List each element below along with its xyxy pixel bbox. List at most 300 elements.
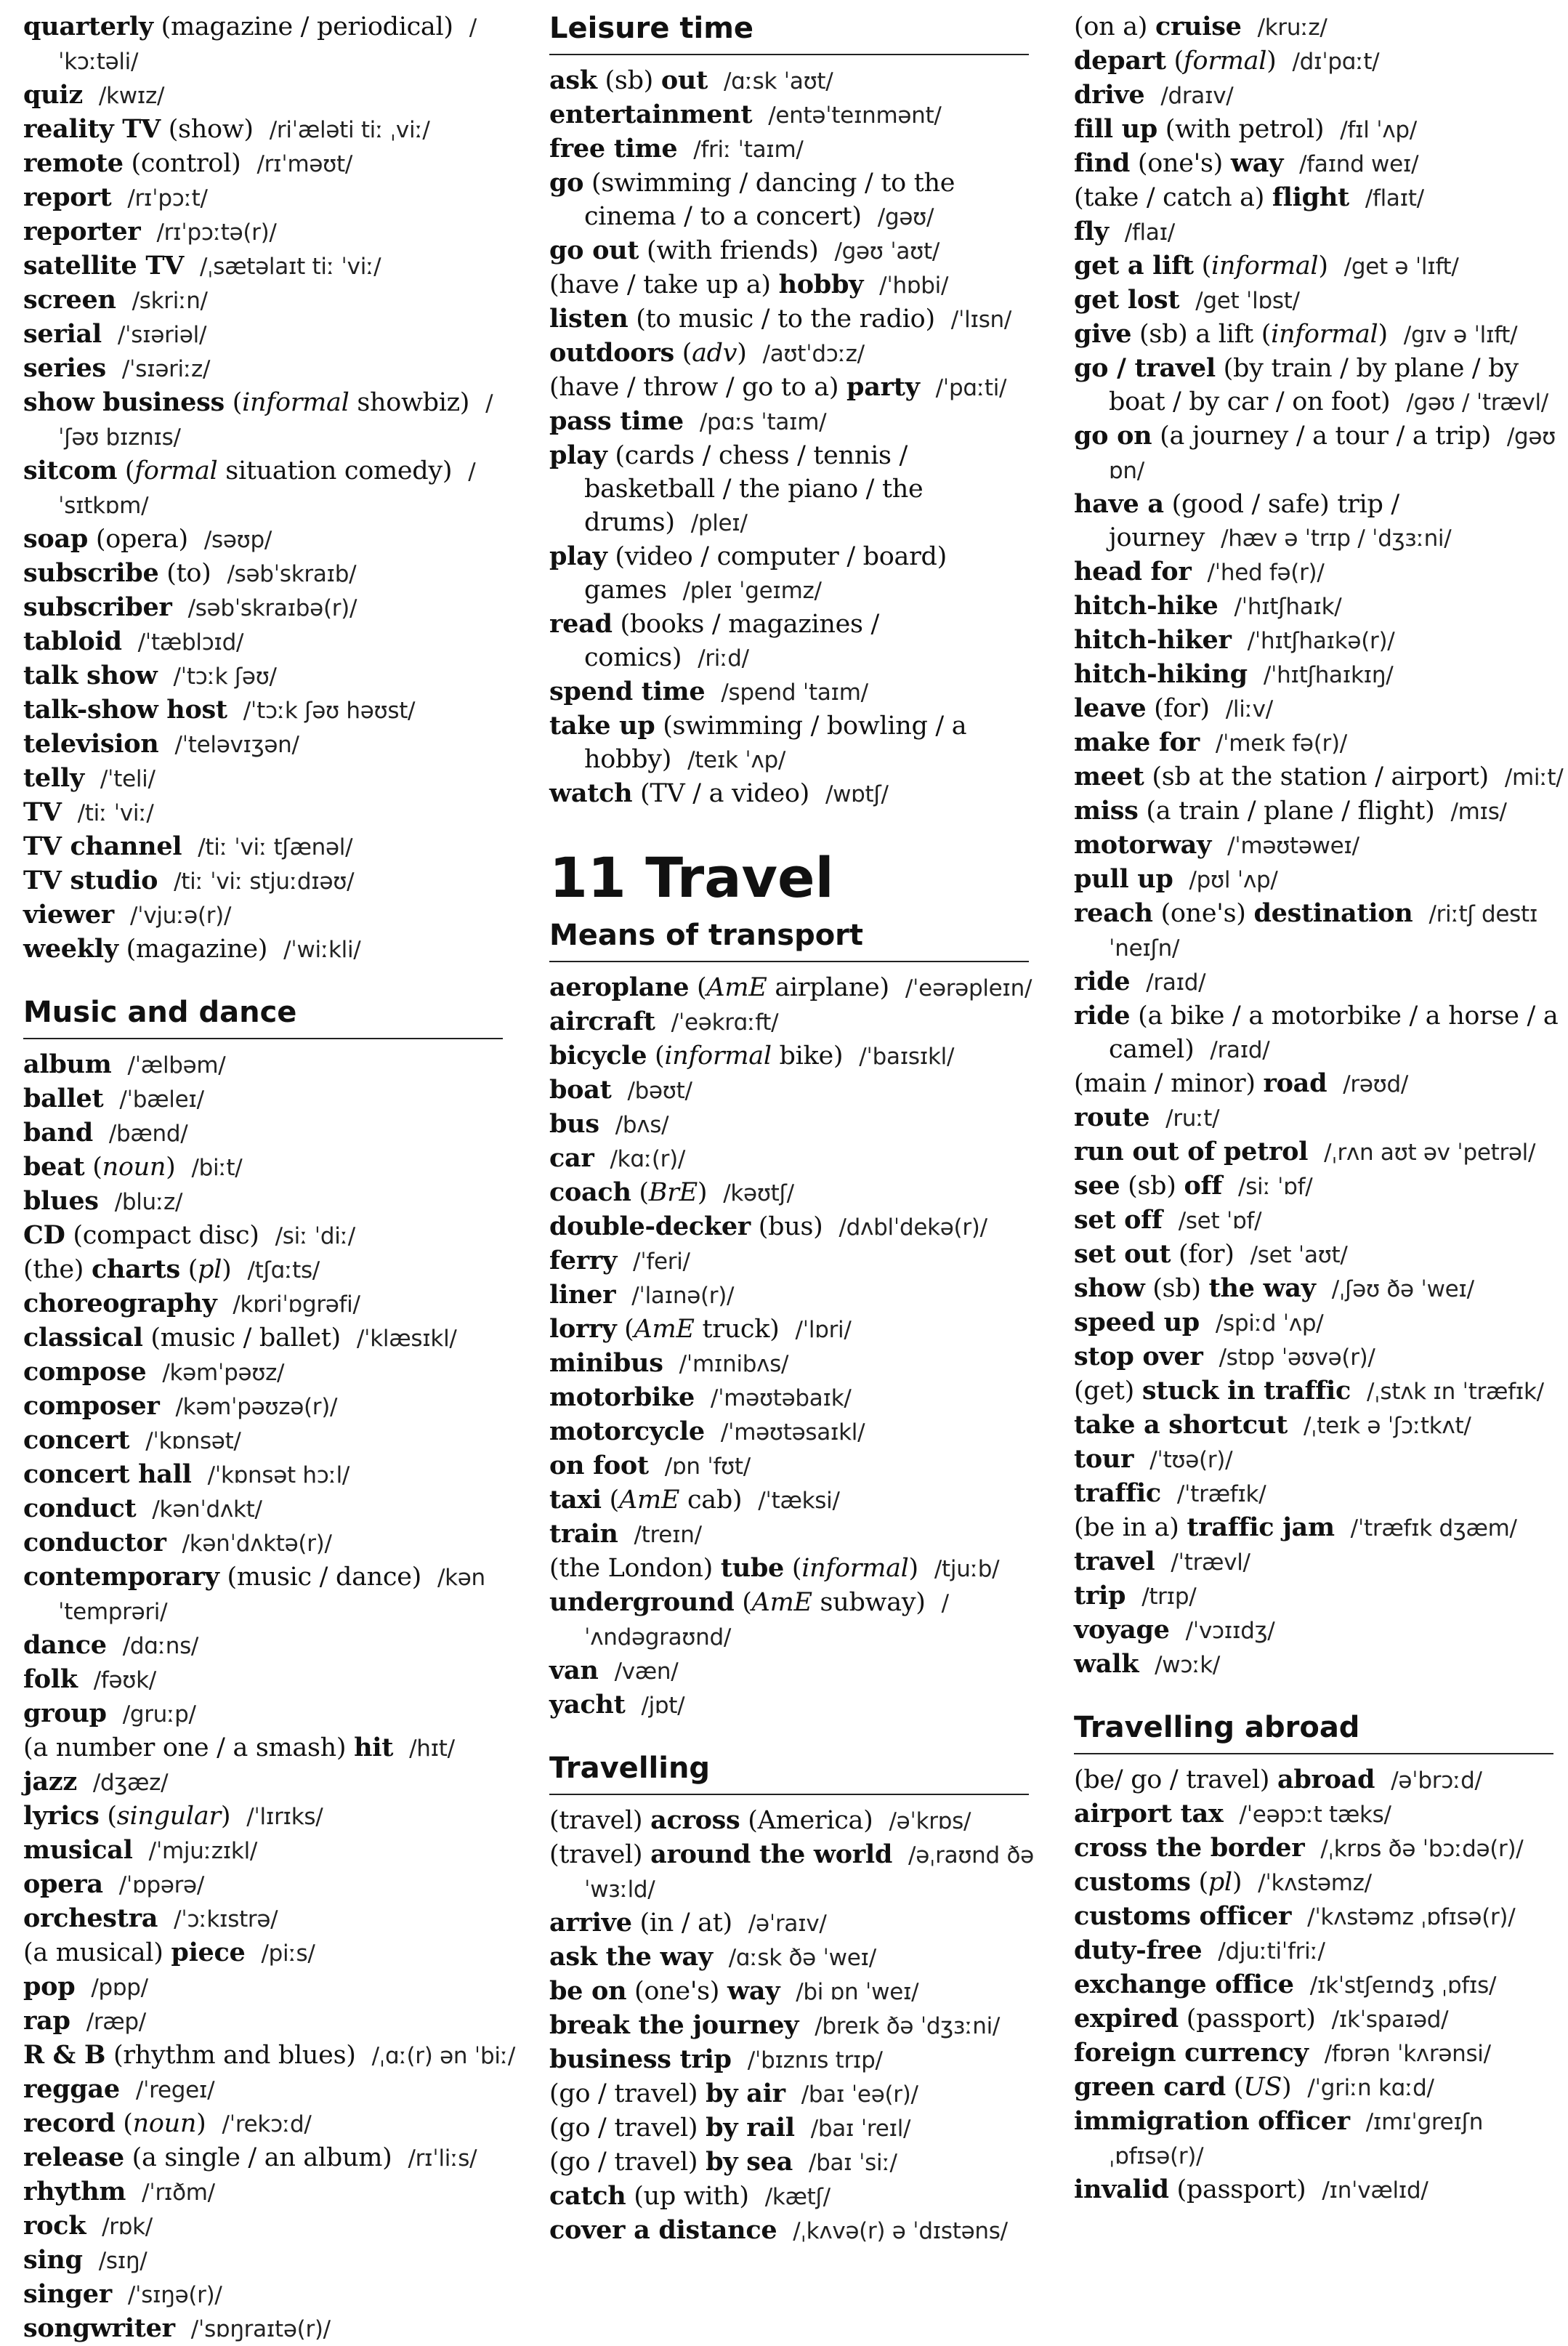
vocab-entry — [23, 1697, 517, 1731]
vocab-entry — [23, 693, 517, 727]
vocab-entry — [549, 98, 1043, 132]
entry-phonetic: /ˈbɪznɪs trɪp/ — [747, 2047, 883, 2073]
vocab-entry — [23, 898, 517, 932]
vocab-entry — [1074, 1374, 1568, 1408]
entry-phonetic: /ˌʃəʊ ðə ˈweɪ/ — [1331, 1276, 1474, 1302]
vocab-entry — [549, 1449, 1043, 1483]
entry-phonetic: /gəʊ / ˈtrævl/ — [1406, 390, 1548, 416]
vocab-entry — [549, 540, 1043, 608]
vocab-entry — [549, 2077, 1043, 2111]
entry-term: ask (sb) out — [549, 65, 708, 95]
vocab-entry — [549, 1906, 1043, 1940]
vocab-entry — [1074, 965, 1568, 999]
vocab-entry — [23, 1321, 517, 1355]
entry-phonetic: /wɒtʃ/ — [825, 781, 889, 807]
vocab-entry — [23, 762, 517, 796]
entry-phonetic: /bʌs/ — [615, 1112, 669, 1138]
entry-phonetic: /ˈmɪnibʌs/ — [679, 1351, 789, 1377]
entry-phonetic: /spiːd ˈʌp/ — [1215, 1310, 1324, 1337]
vocab-entry — [1074, 2002, 1568, 2036]
vocab-entry — [549, 166, 1043, 234]
entry-term: boat — [549, 1075, 612, 1105]
entry-phonetic: /ˈhɪtʃhaɪkɪŋ/ — [1263, 662, 1394, 688]
entry-term: foreign currency — [1074, 2038, 1309, 2068]
entry-phonetic: /gɪv ə ˈlɪft/ — [1403, 322, 1518, 348]
vocab-entry — [1074, 1135, 1568, 1169]
vocab-entry — [1074, 624, 1568, 658]
vocab-entry — [549, 1347, 1043, 1381]
vocab-entry — [1074, 2105, 1568, 2173]
vocab-entry — [23, 1185, 517, 1219]
entry-term: sitcom (formal situation comedy) — [23, 456, 453, 485]
entry-phonetic: /ˌkʌvə(r) ə ˈdɪstəns/ — [793, 2218, 1008, 2244]
section-heading — [549, 1750, 1043, 1795]
entry-phonetic: /ˈkɔːtəli/ — [58, 15, 477, 75]
entry-term: be on (one's) way — [549, 1976, 780, 2006]
vocab-entry — [23, 113, 517, 147]
entry-term: TV channel — [23, 831, 182, 861]
vocab-entry — [1074, 794, 1568, 829]
entry-phonetic: /ˌrʌn aʊt əv ˈpetrəl/ — [1324, 1140, 1536, 1166]
entry-phonetic: /kənˈtemprəri/ — [58, 1565, 485, 1625]
entry-phonetic: /ˈlɪsn/ — [950, 307, 1012, 333]
entry-phonetic: /ˈkɒnsət hɔːl/ — [207, 1462, 350, 1488]
entry-phonetic: /tiː ˈviː/ — [77, 800, 154, 826]
vocab-entry — [23, 454, 517, 523]
entry-term: (travel) around the world — [549, 1839, 893, 1869]
entry-phonetic: /ˈɔːkɪstrə/ — [174, 1906, 278, 1932]
entry-phonetic: /kɒriˈɒgrəfi/ — [233, 1291, 360, 1318]
entry-term: screen — [23, 285, 116, 315]
entry-phonetic: /trɪp/ — [1141, 1584, 1197, 1610]
entry-term: make for — [1074, 727, 1200, 757]
entry-term: yacht — [549, 1690, 626, 1720]
entry-phonetic: /ˈmjuːzɪkl/ — [148, 1838, 258, 1864]
entry-phonetic: /ræp/ — [86, 2009, 146, 2035]
entry-term: rhythm — [23, 2177, 126, 2206]
entry-term: cover a distance — [549, 2215, 777, 2245]
entry-term: customs officer — [1074, 1901, 1292, 1931]
entry-term: pass time — [549, 406, 684, 436]
entry-phonetic: /ˈkɒnsət/ — [145, 1428, 241, 1454]
entry-phonetic: /səbˈskraɪbə(r)/ — [187, 595, 357, 621]
vocab-entry — [549, 1483, 1043, 1517]
entry-phonetic: /rɪˈliːs/ — [408, 2145, 477, 2172]
entry-term: pull up — [1074, 864, 1173, 894]
entry-phonetic: /raɪd/ — [1146, 970, 1206, 996]
entry-phonetic: /baɪ ˈsiː/ — [808, 2150, 897, 2176]
section-title: Means of transport — [549, 917, 1029, 962]
vocab-entry — [549, 2180, 1043, 2214]
entry-phonetic: /teɪk ˈʌp/ — [687, 747, 786, 773]
entry-phonetic: /ˌkrɒs ðə ˈbɔːdə(r)/ — [1320, 1836, 1524, 1862]
entry-term: telly — [23, 763, 84, 793]
vocab-entry — [549, 371, 1043, 405]
entry-phonetic: /siː ˈɒf/ — [1238, 1174, 1313, 1200]
entry-term: taxi (AmE cab) — [549, 1485, 743, 1515]
entry-phonetic: /ˈlɒri/ — [795, 1317, 852, 1343]
entry-term: get a lift (informal) — [1074, 251, 1328, 281]
entry-phonetic: /ˈtræfɪk/ — [1176, 1481, 1266, 1507]
section-title: Music and dance — [23, 994, 503, 1039]
entry-term: go out (with friends) — [549, 235, 819, 265]
entry-term: read (books / magazines / comics) — [549, 609, 880, 672]
entry-term: train — [549, 1519, 618, 1549]
vocab-entry — [23, 1560, 517, 1629]
entry-phonetic: /rəʊd/ — [1343, 1071, 1408, 1097]
vocab-entry — [1074, 1204, 1568, 1238]
entry-term: band — [23, 1118, 93, 1148]
entry-term: (the London) tube (informal) — [549, 1553, 918, 1583]
entry-term: van — [549, 1656, 599, 1685]
entry-term: customs (pl) — [1074, 1867, 1242, 1897]
vocab-entry — [1074, 283, 1568, 318]
entry-term: reggae — [23, 2074, 120, 2104]
vocab-entry — [23, 181, 517, 215]
entry-term: conduct — [23, 1494, 137, 1523]
entry-phonetic: /ɑːsk ˈaʊt/ — [723, 68, 833, 94]
entry-phonetic: /tiː ˈviː tʃænəl/ — [198, 834, 353, 860]
vocab-entry — [23, 1663, 517, 1697]
entry-term: talk-show host — [23, 695, 227, 725]
entry-term: go on (a journey / a tour / a trip) — [1074, 421, 1491, 451]
entry-phonetic: /miːt/ — [1504, 765, 1564, 791]
column-3 — [1074, 10, 1568, 2207]
entry-term: show business (informal showbiz) — [23, 387, 470, 417]
entry-term: run out of petrol — [1074, 1137, 1309, 1166]
vocab-entry — [1074, 2071, 1568, 2105]
vocab-entry — [1074, 726, 1568, 760]
vocab-entry — [23, 1970, 517, 2004]
vocab-entry — [1074, 863, 1568, 897]
vocab-entry — [23, 2312, 517, 2346]
entry-phonetic: /kætʃ/ — [764, 2184, 831, 2210]
vocab-entry — [23, 1799, 517, 1834]
entry-term: listen (to music / to the radio) — [549, 304, 935, 334]
entry-term: cross the border — [1074, 1833, 1305, 1863]
entry-term: group — [23, 1698, 107, 1728]
entry-phonetic: /ˈvɔɪɪdʒ/ — [1185, 1618, 1275, 1644]
entry-phonetic: /ˈməʊtəweɪ/ — [1227, 833, 1359, 859]
vocab-entry — [1074, 589, 1568, 624]
entry-phonetic: /ˈgriːn kɑːd/ — [1307, 2075, 1434, 2101]
vocab-entry — [23, 2278, 517, 2312]
entry-term: business trip — [549, 2044, 732, 2074]
entry-phonetic: /ˈʃəʊ bɪznɪs/ — [58, 390, 493, 451]
entry-phonetic: /pleɪ ˈgeɪmz/ — [682, 578, 822, 604]
vocab-entry — [1074, 1477, 1568, 1511]
entry-term: sing — [23, 2245, 83, 2275]
entry-term: CD (compact disc) — [23, 1220, 259, 1250]
vocab-entry — [23, 1731, 517, 1765]
entry-phonetic: /bi ɒn ˈweɪ/ — [796, 1979, 919, 2005]
entry-term: (on a) cruise — [1074, 12, 1242, 41]
entry-phonetic: /ˈʌndəgraʊnd/ — [584, 1590, 949, 1650]
entry-phonetic: /jɒt/ — [641, 1693, 685, 1719]
vocab-entry — [549, 268, 1043, 302]
vocab-entry — [23, 591, 517, 625]
entry-term: (take / catch a) flight — [1074, 182, 1349, 212]
vocab-entry — [23, 557, 517, 591]
entry-term: (a number one / a smash) hit — [23, 1733, 394, 1762]
vocab-entry — [549, 1108, 1043, 1142]
entry-term: traffic — [1074, 1478, 1161, 1508]
entry-term: concert hall — [23, 1459, 192, 1489]
entry-phonetic: /səʊp/ — [203, 527, 272, 553]
entry-phonetic: /hæv ə ˈtrɪp / ˈdʒɜːni/ — [1221, 525, 1452, 552]
entry-phonetic: /gəʊ/ — [877, 204, 934, 230]
entry-phonetic: /ˌteɪk ə ˈʃɔːtkʌt/ — [1303, 1413, 1471, 1439]
vocab-entry — [1074, 1306, 1568, 1340]
entry-phonetic: /pleɪ/ — [690, 510, 748, 536]
vocab-entry — [549, 1142, 1043, 1176]
entry-term: composer — [23, 1391, 160, 1421]
entry-term: liner — [549, 1280, 616, 1310]
vocab-entry — [549, 1278, 1043, 1313]
entry-phonetic: /liːv/ — [1225, 696, 1273, 722]
entry-term: duty-free — [1074, 1935, 1203, 1965]
vocab-entry — [1074, 2173, 1568, 2207]
entry-phonetic: /hɪt/ — [409, 1736, 455, 1762]
entry-phonetic: /ˈbaɪsɪkl/ — [859, 1044, 955, 1070]
entry-phonetic: /ˈkʌstəmz ˌɒfɪsə(r)/ — [1307, 1904, 1516, 1930]
vocab-entry — [549, 777, 1043, 811]
entry-term: (get) stuck in traffic — [1074, 1376, 1351, 1406]
vocab-entry — [23, 1219, 517, 1253]
entry-phonetic: /ˌɑː(r) ən ˈbiː/ — [371, 2043, 515, 2069]
entry-term: R & B (rhythm and blues) — [23, 2040, 356, 2070]
entry-term: (be in a) traffic jam — [1074, 1512, 1335, 1542]
vocab-entry — [549, 1552, 1043, 1586]
entry-term: expired (passport) — [1074, 2004, 1316, 2033]
vocab-entry — [23, 2039, 517, 2073]
entry-phonetic: /kənˈdʌktə(r)/ — [182, 1531, 332, 1557]
vocab-entry — [549, 64, 1043, 98]
entry-term: lorry (AmE truck) — [549, 1314, 780, 1344]
vocab-entry — [549, 2043, 1043, 2077]
entry-term: green card (US) — [1074, 2072, 1292, 2102]
entry-phonetic: /raɪd/ — [1210, 1037, 1270, 1063]
entry-phonetic: /ˈrɪðm/ — [142, 2180, 215, 2206]
entry-phonetic: /ˈklæsɪkl/ — [356, 1326, 457, 1352]
entry-term: car — [549, 1143, 594, 1173]
vocab-entry — [23, 283, 517, 318]
vocab-entry — [1074, 1934, 1568, 1968]
entry-phonetic: /mɪs/ — [1450, 799, 1507, 825]
entry-term: opera — [23, 1869, 103, 1899]
entry-term: serial — [23, 319, 102, 349]
entry-phonetic: /ˌsætəlaɪt tiː ˈviː/ — [199, 254, 381, 280]
entry-term: ask the way — [549, 1942, 713, 1972]
entry-term: jazz — [23, 1767, 77, 1797]
entry-phonetic: /ˈtæblɔɪd/ — [137, 629, 244, 656]
entry-term: set off — [1074, 1205, 1163, 1235]
entry-phonetic: /treɪn/ — [634, 1522, 702, 1548]
entry-phonetic: /kruːz/ — [1257, 15, 1327, 41]
entry-phonetic: /fɪl ˈʌp/ — [1340, 117, 1417, 143]
vocab-entry — [1074, 1763, 1568, 1797]
entry-term: (have / take up a) hobby — [549, 270, 864, 299]
vocab-entry — [23, 1629, 517, 1663]
entry-term: spend time — [549, 677, 706, 706]
entry-term: reach (one's) destination — [1074, 898, 1413, 928]
entry-term: rock — [23, 2211, 86, 2241]
entry-term: speed up — [1074, 1307, 1200, 1337]
vocab-entry — [23, 523, 517, 557]
entry-phonetic: /ˈtæksi/ — [758, 1488, 840, 1514]
vocab-entry — [23, 659, 517, 693]
vocab-entry — [549, 1975, 1043, 2009]
vocab-entry — [23, 796, 517, 830]
entry-phonetic: /faɪnd weɪ/ — [1299, 151, 1419, 177]
vocab-entry — [549, 1517, 1043, 1552]
entry-phonetic: /siː ˈdiː/ — [275, 1223, 355, 1249]
vocab-entry — [23, 1936, 517, 1970]
vocab-entry — [23, 1765, 517, 1799]
entry-term: hitch-hiking — [1074, 659, 1248, 689]
entry-phonetic: /bænd/ — [108, 1121, 188, 1147]
entry-phonetic: /kənˈdʌkt/ — [152, 1496, 262, 1523]
entry-phonetic: /səbˈskraɪb/ — [227, 561, 357, 587]
entry-phonetic: /djuːtiˈfriː/ — [1218, 1938, 1325, 1964]
entry-term: play (video / computer / board) games — [549, 541, 947, 605]
vocab-entry — [549, 1005, 1043, 1039]
entry-term: musical — [23, 1835, 133, 1865]
entry-term: tabloid — [23, 626, 122, 656]
entry-term: exchange office — [1074, 1970, 1294, 1999]
entry-phonetic: /ɪnˈvælɪd/ — [1322, 2177, 1428, 2204]
entry-term: subscribe (to) — [23, 558, 211, 588]
entry-term: route — [1074, 1103, 1150, 1132]
vocab-entry — [23, 864, 517, 898]
entry-term: tour — [1074, 1444, 1134, 1474]
entry-term: voyage — [1074, 1615, 1170, 1645]
vocab-entry — [23, 1868, 517, 1902]
entry-term: talk show — [23, 661, 158, 690]
section-heading — [549, 10, 1043, 55]
entry-phonetic: /ˈeəkrɑːft/ — [671, 1009, 779, 1036]
entry-term: outdoors (adv) — [549, 338, 747, 368]
entry-phonetic: /flaɪt/ — [1365, 185, 1424, 211]
entry-term: (a musical) piece — [23, 1938, 246, 1967]
vocab-entry — [1074, 113, 1568, 147]
vocab-entry — [23, 147, 517, 181]
vocab-entry — [23, 1116, 517, 1150]
entry-term: motorbike — [549, 1382, 695, 1412]
entry-phonetic: /set ˈɒf/ — [1178, 1208, 1262, 1234]
vocab-entry — [549, 971, 1043, 1005]
entry-term: entertainment — [549, 100, 753, 129]
vocab-entry — [23, 932, 517, 967]
entry-term: arrive (in / at) — [549, 1908, 732, 1938]
vocab-entry — [1074, 1101, 1568, 1135]
entry-term: quarterly (magazine / periodical) — [23, 12, 453, 41]
vocab-entry — [23, 1492, 517, 1526]
section-heading — [1074, 1709, 1568, 1754]
entry-phonetic: /pɒp/ — [91, 1975, 148, 2001]
vocab-entry — [549, 336, 1043, 371]
entry-phonetic: /kwɪz/ — [98, 83, 165, 109]
entry-phonetic: /bəʊt/ — [627, 1078, 692, 1104]
entry-term: ride — [1074, 967, 1131, 996]
entry-phonetic: /ˈhɒbi/ — [879, 273, 949, 299]
entry-phonetic: /rɪˈpɔːt/ — [127, 185, 208, 211]
entry-term: contemporary (music / dance) — [23, 1562, 421, 1592]
entry-term: head for — [1074, 557, 1192, 586]
entry-term: quiz — [23, 80, 83, 110]
entry-phonetic: /riˈæləti tiː ˌviː/ — [269, 117, 430, 143]
entry-phonetic: /ˈmeɪk fə(r)/ — [1215, 730, 1347, 757]
entry-phonetic: /ˈsɪəriəl/ — [117, 322, 207, 348]
vocab-entry — [1074, 10, 1568, 44]
entry-term: airport tax — [1074, 1799, 1224, 1829]
vocab-entry — [549, 608, 1043, 675]
vocab-entry — [1074, 44, 1568, 78]
entry-phonetic: /stɒp ˈəʊvə(r)/ — [1219, 1345, 1375, 1371]
entry-phonetic: /pʊl ˈʌp/ — [1189, 867, 1278, 893]
entry-term: viewer — [23, 900, 114, 930]
entry-phonetic: /kəmˈpəʊzə(r)/ — [175, 1394, 338, 1420]
entry-term: dance — [23, 1630, 107, 1660]
entry-term: coach (BrE) — [549, 1177, 708, 1207]
section-title: Leisure time — [549, 10, 1029, 55]
entry-phonetic: /kɑː(r)/ — [610, 1146, 686, 1172]
vocab-entry — [23, 1424, 517, 1458]
vocab-entry — [1074, 318, 1568, 352]
vocab-entry — [23, 1082, 517, 1116]
vocab-entry — [549, 2111, 1043, 2145]
entry-term: catch (up with) — [549, 2181, 749, 2211]
vocab-entry — [23, 2141, 517, 2175]
entry-term: (go / travel) by rail — [549, 2113, 795, 2143]
vocab-entry — [1074, 1511, 1568, 1545]
vocab-entry — [549, 1415, 1043, 1449]
entry-term: blues — [23, 1186, 99, 1216]
vocab-entry — [1074, 419, 1568, 488]
entry-term: orchestra — [23, 1903, 158, 1933]
entry-phonetic: /ˈhɪtʃhaɪkə(r)/ — [1247, 628, 1395, 654]
vocab-entry — [1074, 1340, 1568, 1374]
vocab-entry — [1074, 999, 1568, 1067]
entry-phonetic: /dɑːns/ — [122, 1633, 199, 1659]
entry-term: hitch-hike — [1074, 591, 1219, 621]
entry-phonetic: /ˈælbəm/ — [127, 1052, 226, 1079]
entry-phonetic: /friː ˈtaɪm/ — [693, 137, 804, 163]
vocab-entry — [23, 386, 517, 454]
entry-term: miss (a train / plane / flight) — [1074, 796, 1435, 826]
vocab-entry — [549, 132, 1043, 166]
entry-phonetic: /gəʊ ˈaʊt/ — [834, 238, 939, 265]
vocab-entry — [549, 1381, 1043, 1415]
vocab-entry — [549, 1940, 1043, 1975]
vocab-entry — [23, 2244, 517, 2278]
entry-term: watch (TV / a video) — [549, 778, 809, 808]
entry-term: minibus — [549, 1348, 663, 1378]
entry-phonetic: /baɪ ˈreɪl/ — [810, 2116, 911, 2142]
entry-term: aircraft — [549, 1007, 655, 1036]
entry-term: fill up (with petrol) — [1074, 114, 1325, 144]
vocab-entry — [1074, 1831, 1568, 1866]
entry-term: (go / travel) by sea — [549, 2147, 793, 2177]
vocab-entry — [1074, 147, 1568, 181]
vocab-entry — [23, 727, 517, 762]
vocab-entry — [549, 1176, 1043, 1210]
entry-phonetic: /flaɪ/ — [1124, 219, 1175, 246]
entry-phonetic: /ˈferi/ — [633, 1249, 690, 1275]
vocab-entry — [23, 1287, 517, 1321]
vocab-entry — [23, 78, 517, 113]
vocab-entry — [549, 709, 1043, 777]
